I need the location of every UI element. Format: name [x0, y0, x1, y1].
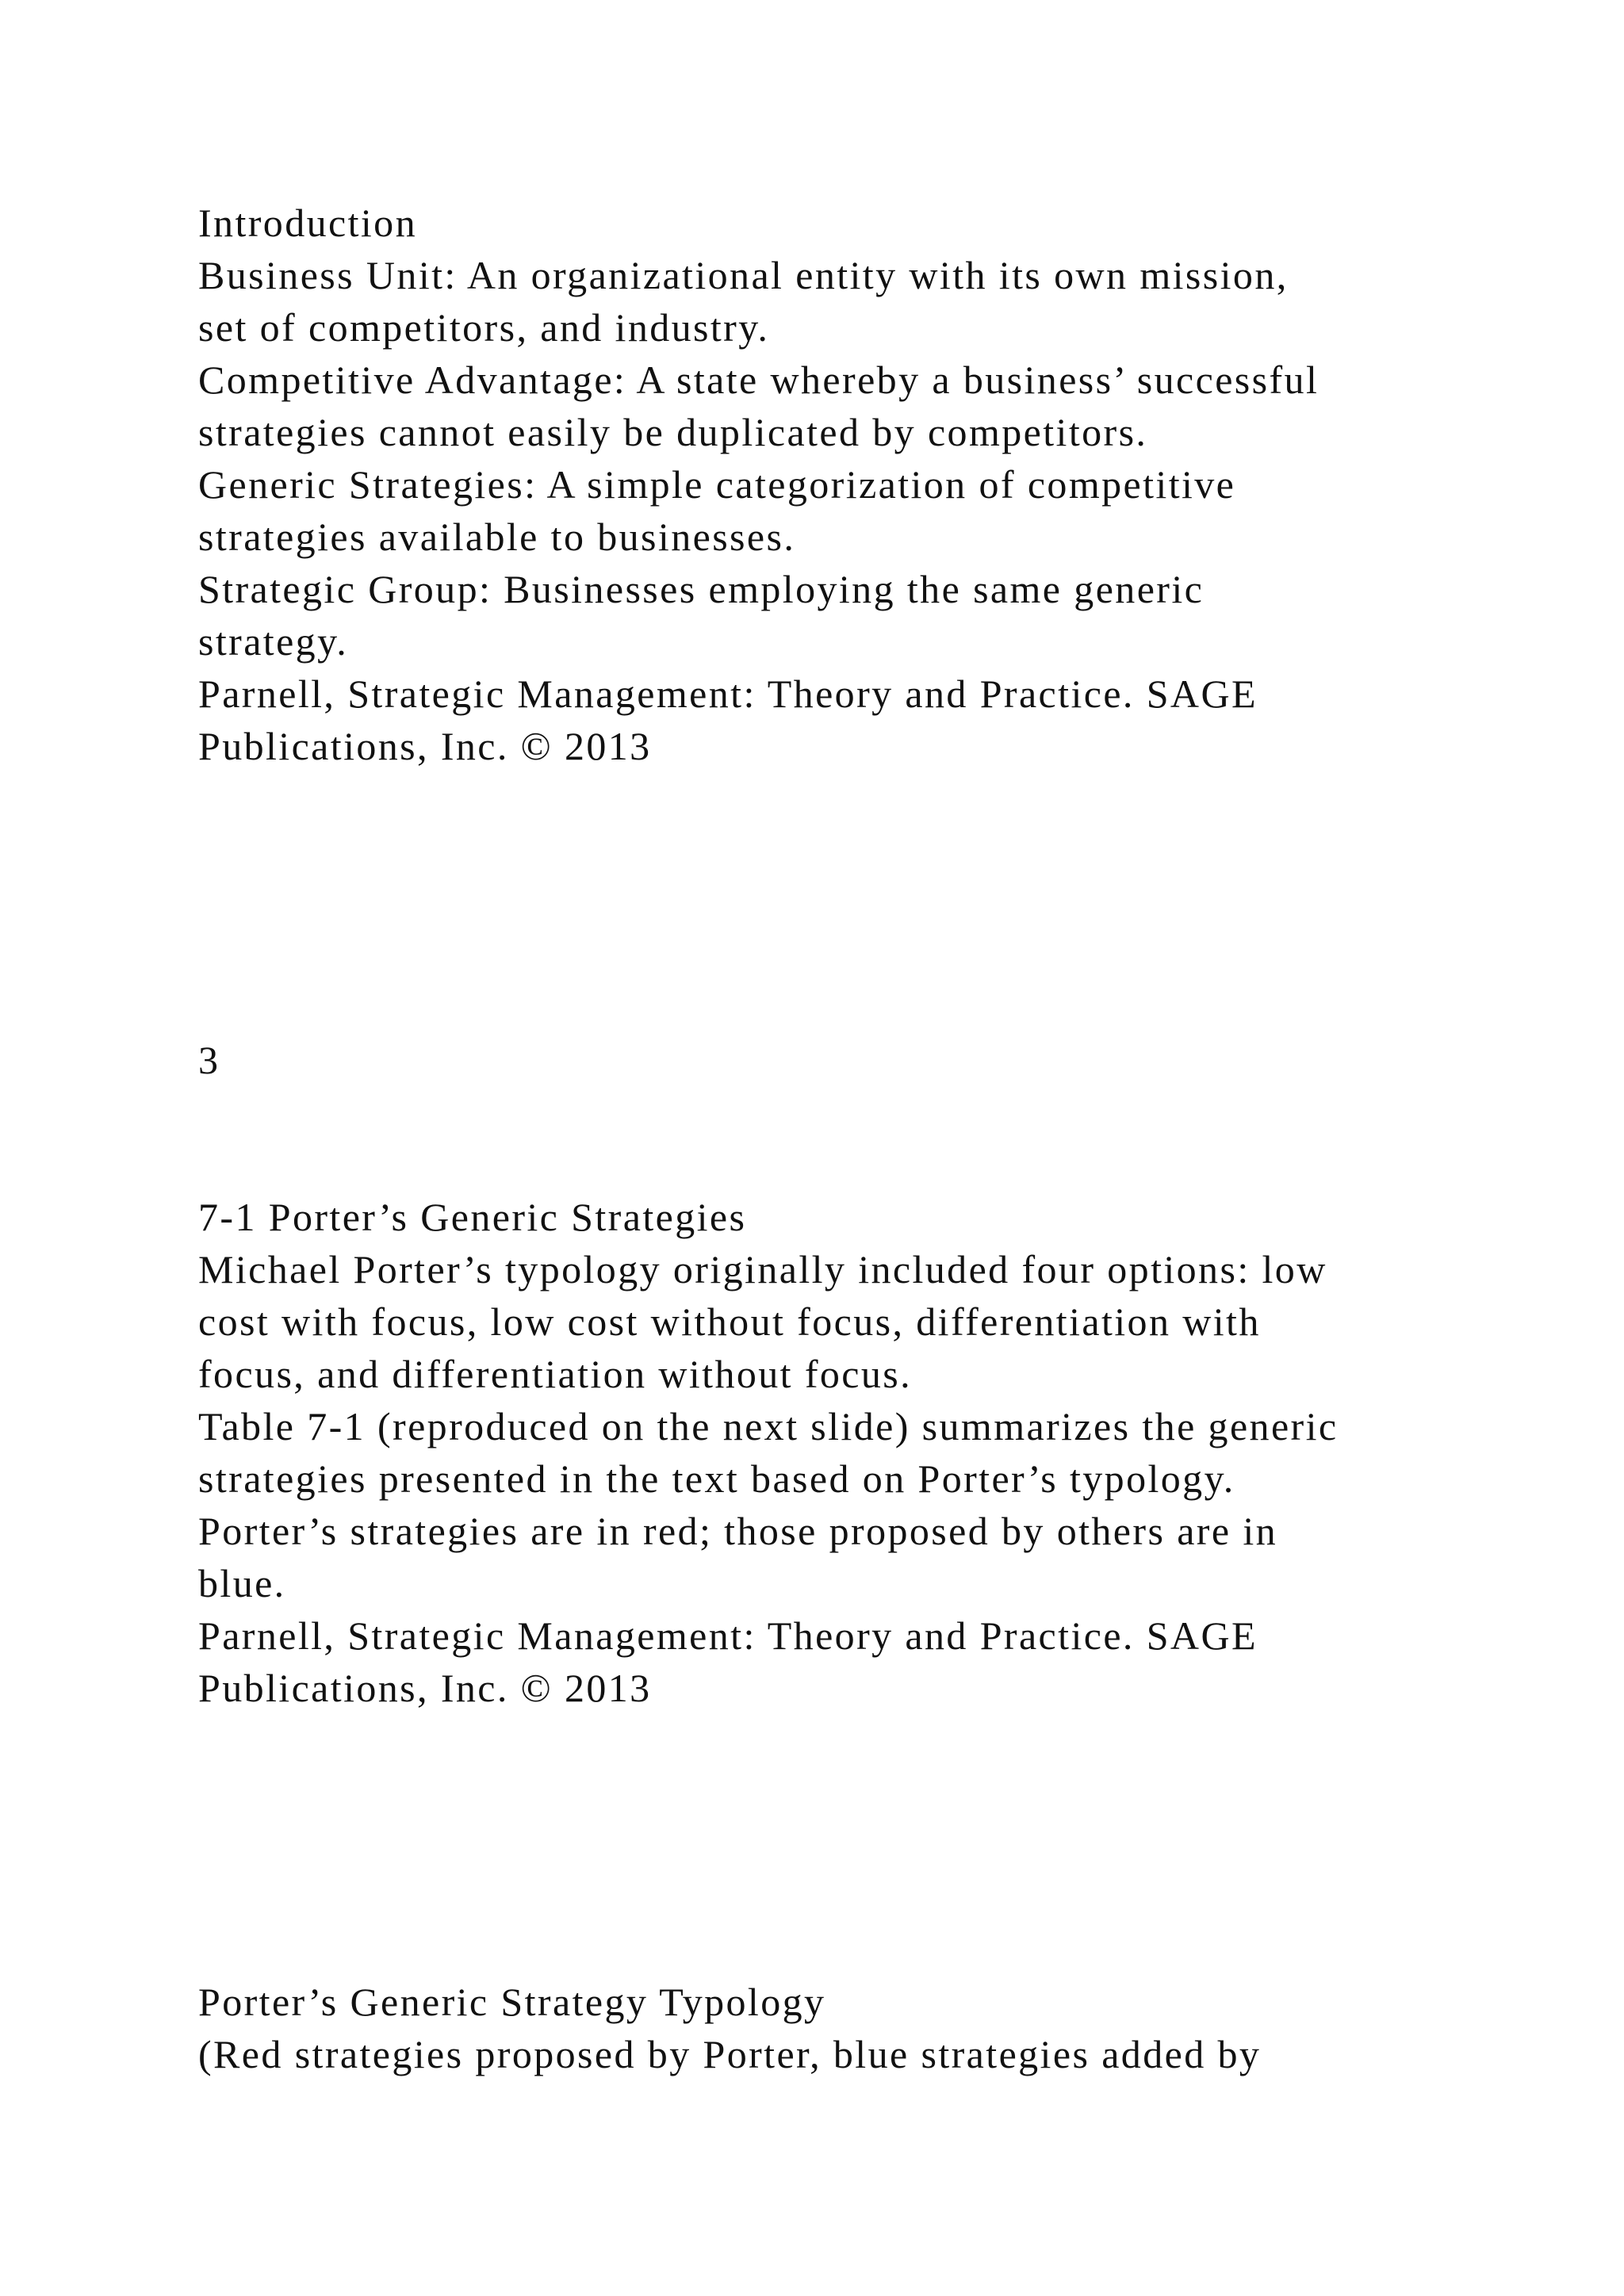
text-line: strategies presented in the text based on Porter’s typology.	[198, 1456, 1235, 1501]
section-heading-introduction: Introduction	[198, 201, 417, 245]
citation-line: Publications, Inc. © 2013	[198, 1666, 652, 1710]
text-line: strategies cannot easily be duplicated by competitors.	[198, 410, 1148, 454]
slide-number: 3	[198, 1038, 220, 1082]
text-line: Generic Strategies: A simple categorization of competitive	[198, 462, 1236, 507]
text-line: strategies available to businesses.	[198, 515, 796, 559]
text-line: Competitive Advantage: A state whereby a business’ successful	[198, 358, 1320, 402]
citation-line: Publications, Inc. © 2013	[198, 724, 652, 768]
text-line: blue.	[198, 1561, 286, 1605]
text-line: Porter’s strategies are in red; those proposed by others are in	[198, 1509, 1278, 1553]
text-line: strategy.	[198, 619, 349, 664]
citation-line: Parnell, Strategic Management: Theory and Practice. SAGE	[198, 672, 1258, 716]
text-line: (Red strategies proposed by Porter, blue strategies added by	[198, 2032, 1262, 2076]
text-line: cost with focus, low cost without focus, differentiation with	[198, 1299, 1261, 1344]
section-heading-strategy-typology: Porter’s Generic Strategy Typology	[198, 1980, 826, 2024]
text-line: Table 7-1 (reproduced on the next slide) summarizes the generic	[198, 1404, 1339, 1448]
citation-line: Parnell, Strategic Management: Theory and Practice. SAGE	[198, 1613, 1258, 1658]
text-line: Business Unit: An organizational entity with its own mission,	[198, 253, 1289, 297]
section-heading-porters-generic-strategies: 7-1 Porter’s Generic Strategies	[198, 1195, 747, 1239]
text-line: set of competitors, and industry.	[198, 305, 770, 350]
text-line: focus, and differentiation without focus.	[198, 1352, 913, 1396]
text-line: Michael Porter’s typology originally included four options: low	[198, 1247, 1327, 1292]
text-line: Strategic Group: Businesses employing the same generic	[198, 567, 1205, 611]
